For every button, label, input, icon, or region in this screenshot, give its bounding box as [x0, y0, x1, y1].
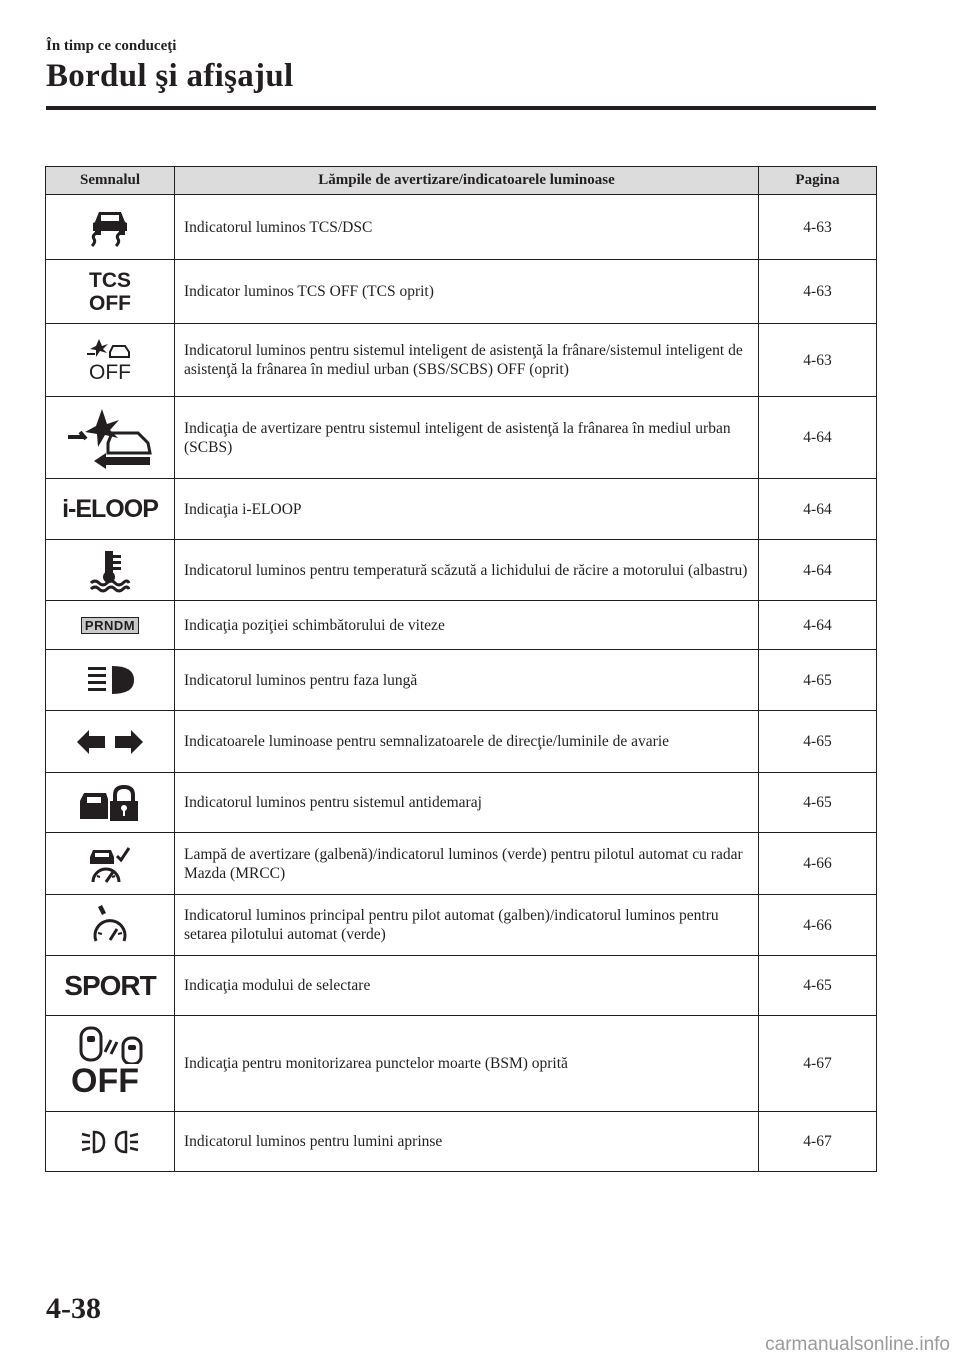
signal-cell	[46, 195, 175, 260]
page-cell: 4-67	[759, 1016, 877, 1112]
icon-text-line: OFF	[89, 291, 131, 315]
table-row	[46, 711, 877, 773]
table-row	[46, 1016, 877, 1112]
page-cell: 4-64	[759, 601, 877, 650]
table-row	[46, 773, 877, 833]
description-cell: Indicatorul luminos TCS/DSC	[175, 195, 759, 260]
lights-on-icon	[80, 1128, 140, 1156]
high-beam-icon	[84, 662, 136, 698]
table-row	[46, 540, 877, 601]
signal-cell	[46, 601, 175, 650]
signal-cell	[46, 540, 175, 601]
description-cell: Indicatoarele luminoase pentru semnalizatoarele de direcţie/luminile de avarie	[175, 711, 759, 773]
sport-mode-icon: SPORT	[64, 970, 156, 1001]
table-row	[46, 833, 877, 895]
page-cell: 4-64	[759, 479, 877, 540]
collision-car-icon	[85, 336, 135, 362]
signal-cell	[46, 833, 175, 895]
tcs-dsc-icon	[87, 204, 133, 250]
page-cell: 4-65	[759, 773, 877, 833]
bsm-off-icon	[65, 1024, 155, 1098]
table-row	[46, 895, 877, 956]
signal-cell	[46, 397, 175, 479]
icon-text-line: TCS	[89, 268, 131, 292]
page-cell: 4-63	[759, 195, 877, 260]
signal-cell	[46, 773, 175, 833]
signal-cell	[46, 1112, 175, 1172]
immobilizer-icon	[78, 783, 142, 823]
turn-signal-icon	[75, 728, 145, 756]
signal-cell	[46, 895, 175, 956]
page-cell: 4-65	[759, 711, 877, 773]
signal-cell	[46, 956, 175, 1016]
description-cell: Indicatorul luminos principal pentru pilot automat (galben)/indicatorul luminos pentru setarea pilotului automat (verde)	[175, 895, 759, 956]
page-cell: 4-66	[759, 833, 877, 895]
description-cell: Lampă de avertizare (galbenă)/indicatorul luminos (verde) pentru pilotul automat cu radar Mazda (MRCC)	[175, 833, 759, 895]
watermark: carmanualsonline.info	[765, 1334, 950, 1355]
i-eloop-icon: i-ELOOP	[62, 494, 158, 523]
page-title: Bordul şi afişajul	[46, 58, 294, 94]
table-header-row	[46, 167, 877, 195]
signal-cell	[46, 324, 175, 397]
page-cell: 4-65	[759, 956, 877, 1016]
description-cell: Indicator luminos TCS OFF (TCS oprit)	[175, 260, 759, 324]
table-row	[46, 397, 877, 479]
page-cell: 4-65	[759, 650, 877, 711]
table-row	[46, 956, 877, 1016]
table-row	[46, 479, 877, 540]
description-cell: Indicaţia poziţiei schimbătorului de viteze	[175, 601, 759, 650]
page-cell: 4-66	[759, 895, 877, 956]
page-number: 4-38	[46, 1292, 101, 1325]
blind-spot-car-icon	[65, 1024, 155, 1064]
description-cell: Indicatorul luminos pentru sistemul inteligent de asistenţă la frânare/sistemul inteligent de asistenţă la frânarea în mediul urban (SBS/SCBS) OFF (oprit)	[175, 324, 759, 397]
icon-text-line: OFF	[71, 1062, 139, 1100]
description-cell: Indicaţia modului de selectare	[175, 956, 759, 1016]
signal-cell	[46, 479, 175, 540]
column-header-description: Lămpile de avertizare/indicatoarele luminoase	[175, 167, 759, 195]
page-cell: 4-67	[759, 1112, 877, 1172]
tcs-off-icon	[46, 269, 174, 315]
sbs-scbs-off-icon	[46, 336, 174, 384]
description-cell: Indicatorul luminos pentru temperatură scăzută a lichidului de răcire a motorului (albastru)	[175, 540, 759, 601]
coolant-temperature-icon	[87, 547, 133, 593]
page-cell: 4-63	[759, 260, 877, 324]
page-cell: 4-63	[759, 324, 877, 397]
page-cell: 4-64	[759, 397, 877, 479]
description-cell: Indicatorul luminos pentru faza lungă	[175, 650, 759, 711]
table-row	[46, 324, 877, 397]
signal-cell	[46, 711, 175, 773]
column-header-signal: Semnalul	[46, 167, 175, 195]
indicator-table	[45, 166, 877, 1172]
icon-text-line: OFF	[89, 361, 131, 384]
signal-cell	[46, 260, 175, 324]
table-row	[46, 260, 877, 324]
signal-cell	[46, 1016, 175, 1112]
table-row	[46, 601, 877, 650]
page-cell: 4-64	[759, 540, 877, 601]
description-cell: Indicatorul luminos pentru sistemul antidemaraj	[175, 773, 759, 833]
scbs-warning-icon	[62, 407, 158, 469]
cruise-control-icon	[88, 903, 132, 947]
mrcc-icon	[85, 844, 135, 884]
table-row	[46, 650, 877, 711]
table-row	[46, 195, 877, 260]
column-header-page: Pagina	[759, 167, 877, 195]
description-cell: Indicaţia pentru monitorizarea punctelor moarte (BSM) oprită	[175, 1016, 759, 1112]
description-cell: Indicaţia i-ELOOP	[175, 479, 759, 540]
gear-position-icon: PRNDM	[81, 617, 139, 634]
table-row	[46, 1112, 877, 1172]
description-cell: Indicatorul luminos pentru lumini aprinse	[175, 1112, 759, 1172]
signal-cell	[46, 650, 175, 711]
section-heading: În timp ce conduceţi	[46, 38, 177, 54]
description-cell: Indicaţia de avertizare pentru sistemul inteligent de asistenţă la frânarea în mediul urban (SCBS)	[175, 397, 759, 479]
title-rule	[46, 106, 876, 110]
